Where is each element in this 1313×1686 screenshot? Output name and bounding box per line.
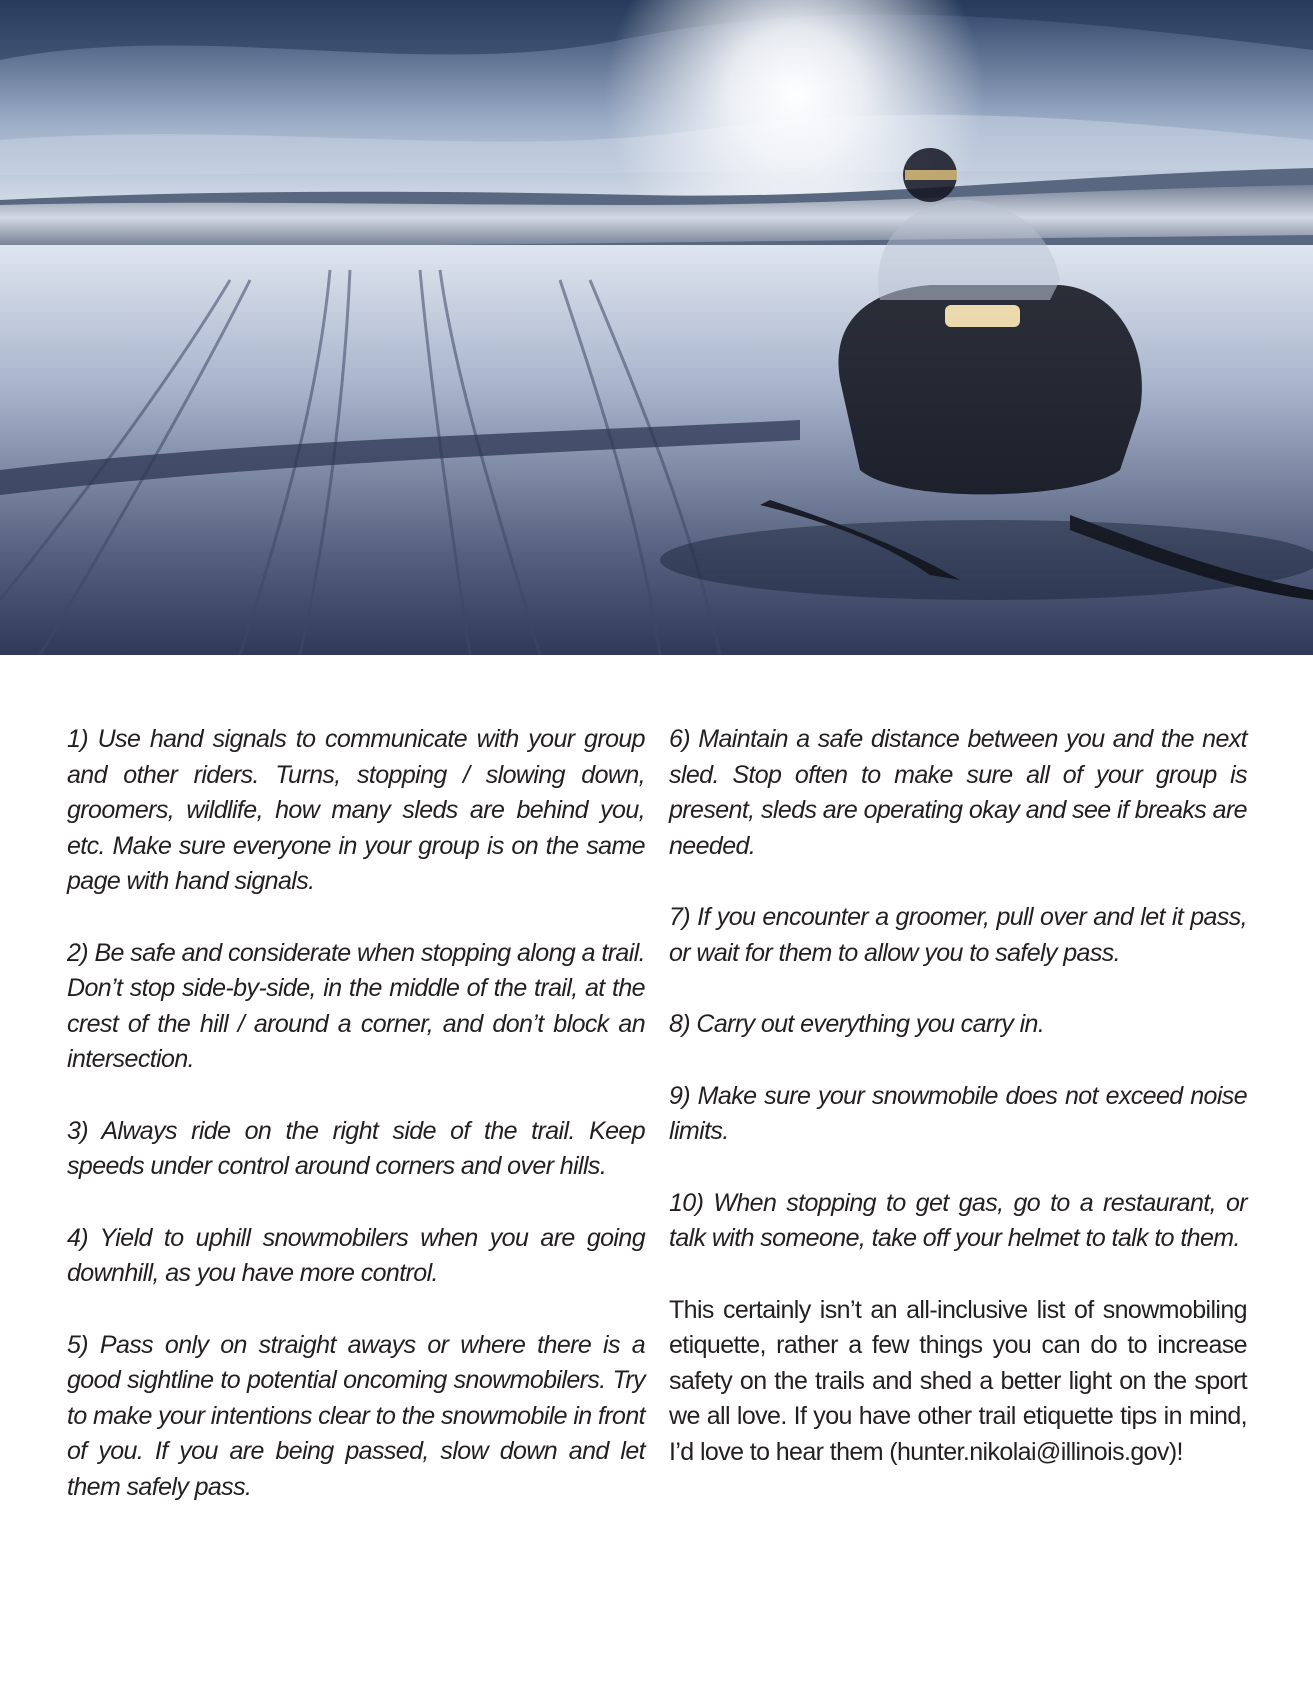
snowmobile-landscape-image [0,0,1313,655]
tip-4: 4) Yield to uphill snowmobilers when you are going downhill, as you have more control. [67,1223,645,1287]
closing-paragraph: This certainly isn’t an all-inclusive list of snowmobiling etiquette, rather a few things you can do to increase safety on the trails and shed a better light on the sport we all love. If you have other trail etiquette tips in mind, I’d love to hear them (hunter.nikolai@illinois.gov)! [669,1295,1247,1466]
tip-2: 2) Be safe and considerate when stopping along a trail. Don’t stop side-by-side, in the middle of the trail, at the crest of the hill / around a corner, and don’t block an intersection. [67,938,645,1073]
tip-10: 10) When stopping to get gas, go to a restaurant, or talk with someone, take off your helmet to talk to them. [669,1188,1247,1252]
left-column [67,722,645,1541]
tip-7: 7) If you encounter a groomer, pull over and let it pass, or wait for them to allow you to safely pass. [669,903,1247,967]
article-body [67,722,1247,1541]
tip-1: 1) Use hand signals to communicate with your group and other riders. Turns, stopping / slowing down, groomers, wildlife, how many sleds are behind you, etc. Make sure everyone in your group is on the same page with hand signals. [67,725,645,895]
hero-photo [0,0,1313,655]
tip-5: 5) Pass only on straight aways or where there is a good sightline to potential oncoming snowmobilers. Try to make your intentions clear to the snowmobile in front of you. If you are being passed, slow down and let them safely pass. [67,1330,645,1501]
tip-8: 8) Carry out everything you carry in. [669,1010,1045,1038]
tip-6: 6) Maintain a safe distance between you and the next sled. Stop often to make sure all of your group is present, sleds are operating okay and see if breaks are needed. [669,725,1247,860]
tip-9: 9) Make sure your snowmobile does not exceed noise limits. [669,1081,1247,1145]
tip-3: 3) Always ride on the right side of the trail. Keep speeds under control around corners and over hills. [67,1116,645,1180]
right-column [669,722,1247,1541]
